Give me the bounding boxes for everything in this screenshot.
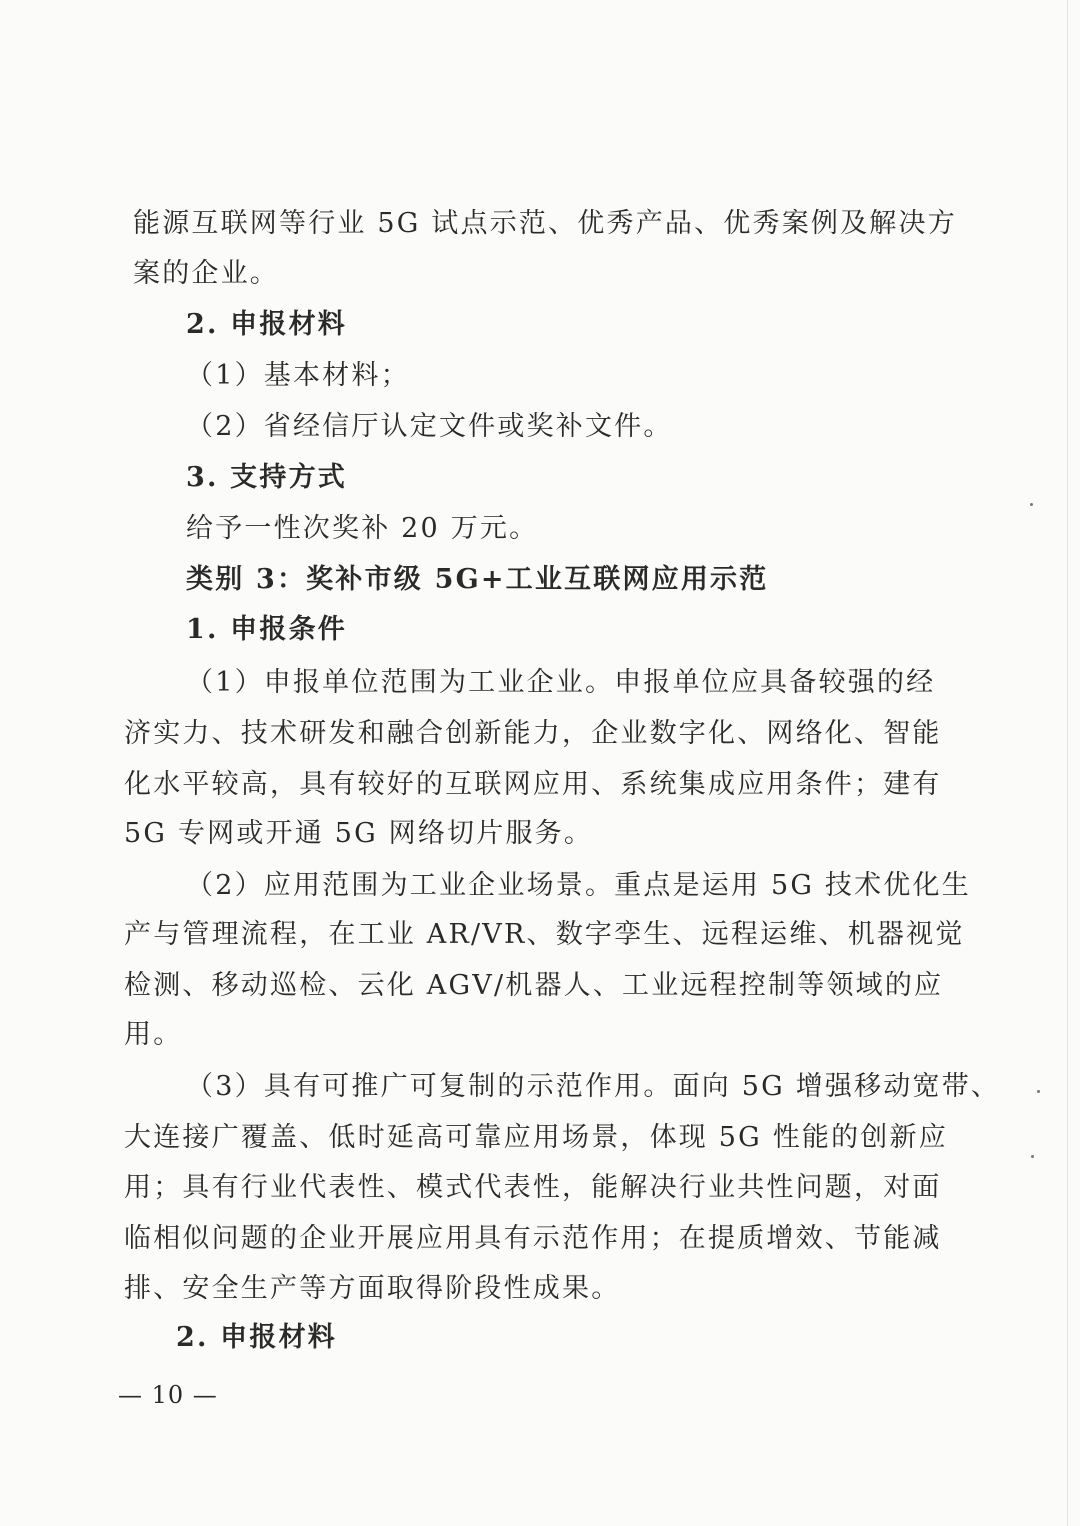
- body-line: 化水平较高，具有较好的互联网应用、系统集成应用条件；建有: [124, 769, 942, 800]
- scan-speck: [1031, 1155, 1034, 1158]
- section-heading: 1. 申报条件: [186, 614, 347, 645]
- body-line: 产与管理流程，在工业 AR/VR、数字孪生、远程运维、机器视觉: [124, 919, 965, 950]
- page-edge: [1067, 0, 1068, 1526]
- scan-speck: [1037, 1090, 1040, 1093]
- body-line: 案的企业。: [133, 258, 279, 289]
- body-line: （2）应用范围为工业企业场景。重点是运用 5G 技术优化生: [186, 870, 971, 901]
- section-heading: 2. 申报材料: [176, 1322, 337, 1353]
- body-line: 排、安全生产等方面取得阶段性成果。: [124, 1273, 621, 1304]
- list-item: （2）省经信厅认定文件或奖补文件。: [186, 411, 673, 442]
- section-heading: 3. 支持方式: [186, 462, 347, 493]
- body-line: 检测、移动巡检、云化 AGV/机器人、工业远程控制等领域的应: [124, 970, 944, 1001]
- body-line: 能源互联网等行业 5G 试点示范、优秀产品、优秀案例及解决方: [133, 208, 957, 239]
- list-item: （1）基本材料；: [186, 360, 410, 391]
- body-line: （1）申报单位范围为工业企业。申报单位应具备较强的经: [186, 667, 936, 698]
- body-line: 用；具有行业代表性、模式代表性，能解决行业共性问题，对面: [124, 1172, 942, 1203]
- body-line: 大连接广覆盖、低时延高可靠应用场景，体现 5G 性能的创新应: [124, 1122, 948, 1153]
- body-line: 用。: [124, 1019, 183, 1050]
- page-number: — 10 —: [118, 1381, 218, 1409]
- body-line: 给予一性次奖补 20 万元。: [186, 513, 539, 544]
- body-line: 济实力、技术研发和融合创新能力，企业数字化、网络化、智能: [124, 718, 942, 749]
- scan-speck: [1030, 503, 1033, 506]
- body-line: 5G 专网或开通 5G 网络切片服务。: [124, 818, 594, 849]
- category-heading: 类别 3：奖补市级 5G+工业互联网应用示范: [186, 564, 769, 595]
- section-heading: 2. 申报材料: [186, 309, 347, 340]
- body-line: 临相似问题的企业开展应用具有示范作用；在提质增效、节能减: [124, 1223, 942, 1254]
- body-line: （3）具有可推广可复制的示范作用。面向 5G 增强移动宽带、: [186, 1071, 1001, 1102]
